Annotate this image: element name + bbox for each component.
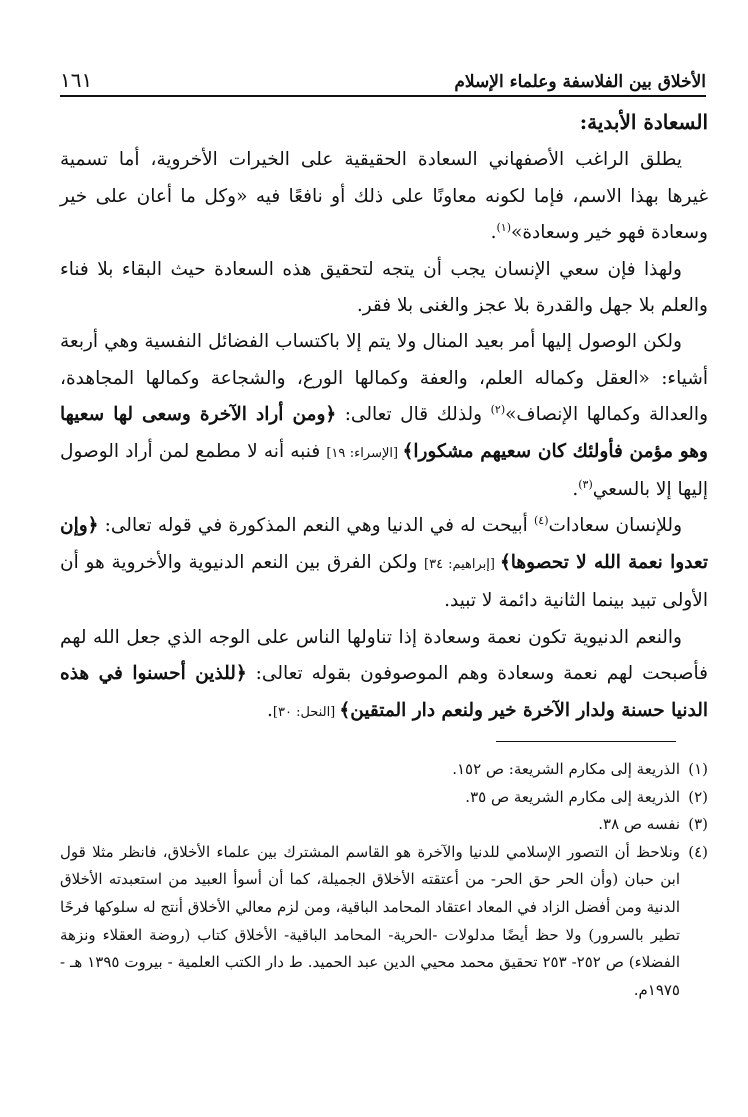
paragraph-4 xyxy=(60,508,708,619)
footnote-text: ونلاحظ أن التصور الإسلامي للدنيا والآخرة هو القاسم المشترك بين علماء الأخلاق، فانظر مثلا قول ابن حبان (وأن الحر حق الحر- من أعتقته الأخلاق الجميلة، كما أن أسوأ العبيد من استعبدته الأخلاق الدنية ومن أفضل الزاد في المعاد اعتقاد المحامد الباقية، ومن لزم معالي الأخلاق أنتج له سلوكها فرحًا تطير بالسرور) ولا حظ أيضًا مدلولات -الحرية- المحامد الباقية- الأخلاق كتاب (روضة العقلاء ونزهة الفضلاء) ص ٢٥٢- ٢٥٣ تحقيق محمد محيي الدين عبد الحميد. ط دار الكتب العلمية - بيروت ١٣٩٥ هـ - ١٩٧٥م. xyxy=(60,842,680,999)
paragraph-3-end: . xyxy=(572,479,579,501)
paragraph-3 xyxy=(60,324,708,508)
footnotes xyxy=(60,756,708,1004)
paragraph-3-text-a: ولكن الوصول إليها أمر بعيد المنال ولا يتم إلا باكتساب الفضائل النفسية وهي أربعة أشياء: «العقل وكماله العلم، والعفة وكمالها الورع، والشجاعة وكمالها المجاهدة، والعدالة وكمالها الإنصاف» xyxy=(60,331,709,426)
running-title: الأخلاق بين الفلاسفة وعلماء الإسلام xyxy=(454,72,706,92)
footnote-2 xyxy=(60,784,708,812)
footnote-ref-2[interactable]: (٢) xyxy=(490,403,506,417)
verse-source-2: [إبراهيم: ٣٤] xyxy=(424,556,500,572)
paragraph-3-text-b: ولذلك قال تعالى: xyxy=(336,404,491,426)
paragraph-5-text-a: والنعم الدنيوية تكون نعمة وسعادة إذا تناولها الناس على الوجه الذي جعل الله لهم فأصبحت لهم نعمة وسعادة وهم الموصوفون بقوله تعالى: xyxy=(60,626,708,685)
footnote-number: (٤) xyxy=(688,842,708,861)
footnote-divider xyxy=(496,741,676,742)
verse-source-3: [النحل: ٣٠] xyxy=(272,704,340,720)
paragraph-1-end: . xyxy=(490,222,497,244)
footnote-ref-1[interactable]: (١) xyxy=(496,221,512,235)
footnote-3 xyxy=(60,811,708,839)
footnote-number: (٣) xyxy=(688,815,708,834)
paragraph-4-text-c: ولكن الفرق بين النعم الدنيوية والأخروية هو أن الأولى تبيد بينما الثانية دائمة لا تبيد. xyxy=(60,551,708,612)
paragraph-2-text: ولهذا فإن سعي الإنسان يجب أن يتجه لتحقيق هذه السعادة حيث البقاء بلا فناء والعلم بلا جهل والقدرة بلا عجز والغنى بلا فقر. xyxy=(60,258,708,317)
footnote-1 xyxy=(60,756,708,784)
quran-verse-2: ﴿وإن تعدوا نعمة الله لا تحصوها﴾ xyxy=(60,515,708,573)
paragraph-3-text-c: فنبه أنه لا مطمع لمن أراد الوصول إليها إلا بالسعي xyxy=(60,440,708,501)
footnote-ref-4[interactable]: (٤) xyxy=(533,514,549,528)
paragraph-1 xyxy=(60,142,708,251)
quran-verse-3: ﴿للذين أحسنوا في هذه الدنيا حسنة ولدار الآخرة خير ولنعم دار المتقين﴾ xyxy=(60,663,708,721)
page-number: ١٦١ xyxy=(60,68,93,92)
footnote-number: (٢) xyxy=(688,787,708,806)
footnote-number: (١) xyxy=(688,760,708,778)
paragraph-1-text: يطلق الراغب الأصفهاني السعادة الحقيقية على الخيرات الأخروية، أما تسمية غيرها بهذا الاسم، فإما لكونه معاونًا على ذلك أو نافعًا فيه «وكل ما أعان على خير وسعادة فهو خير وسعادة» xyxy=(60,149,708,244)
main-text xyxy=(60,104,708,731)
paragraph-4-text-a: وللإنسان سعادات xyxy=(548,515,682,537)
footnote-text: الذريعة إلى مكارم الشريعة ص ٣٥. xyxy=(465,787,680,806)
paragraph-5 xyxy=(60,620,708,731)
verse-source-1: [الإسراء: ١٩] xyxy=(326,445,403,461)
footnote-ref-3[interactable]: (٣) xyxy=(578,477,593,491)
page-header xyxy=(60,58,706,97)
footnote-4 xyxy=(60,839,708,1005)
quran-verse-1: ﴿ومن أراد الآخرة وسعى لها سعيها وهو مؤمن فأولئك كان سعيهم مشكورا﴾ xyxy=(60,404,708,462)
footnote-text: نفسه ص ٣٨. xyxy=(598,815,680,834)
footnote-text: الذريعة إلى مكارم الشريعة: ص ١٥٢. xyxy=(452,760,680,778)
section-heading: السعادة الأبدية: xyxy=(579,110,708,134)
paragraph-2 xyxy=(60,252,708,325)
paragraph-4-text-b: أبيحت له في الدنيا وهي النعم المذكورة في قوله تعالى: xyxy=(98,515,534,537)
paragraph-5-end: . xyxy=(267,699,273,721)
